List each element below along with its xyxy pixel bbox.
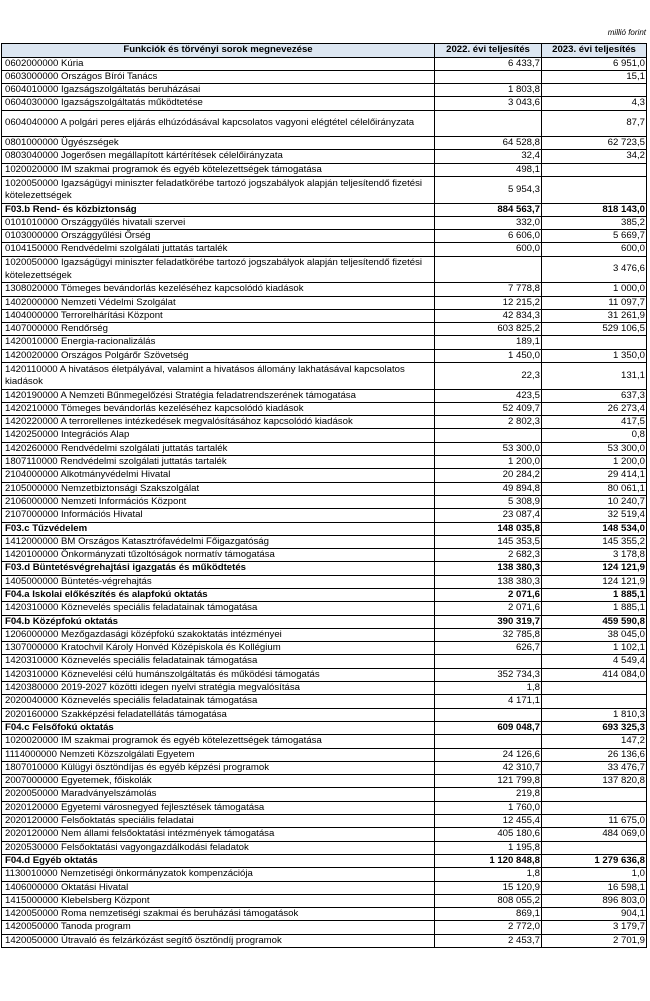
table-row-subtotal xyxy=(2,589,647,602)
table-row xyxy=(2,934,647,947)
table-row xyxy=(2,868,647,881)
row-name-cell: 2106000000 Nemzeti Információs Központ xyxy=(2,495,435,508)
row-name-cell: 1407000000 Rendőrség xyxy=(2,323,435,336)
row-name-cell: 1420010000 Energia-racionalizálás xyxy=(2,336,435,349)
row-name-cell: 1420310000 Köznevelés speciális feladatainak támogatása xyxy=(2,655,435,668)
row-name-cell: 1420110000 A hivatásos életpályával, valamint a hivatásos állomány lakhatásával kapcsolatos kiadások xyxy=(2,363,435,390)
row-name-cell: 1420260000 Rendvédelmi szolgálati juttatás tartalék xyxy=(2,442,435,455)
table-row xyxy=(2,761,647,774)
table-row xyxy=(2,828,647,841)
table-row xyxy=(2,495,647,508)
table-row xyxy=(2,416,647,429)
row-2023-value: 3 178,8 xyxy=(542,549,647,562)
table-row xyxy=(2,469,647,482)
row-2022-value xyxy=(435,735,542,748)
table-row xyxy=(2,602,647,615)
row-2023-value: 147,2 xyxy=(542,735,647,748)
row-2022-value: 2 772,0 xyxy=(435,921,542,934)
table-row xyxy=(2,575,647,588)
column-header-2022: 2022. évi teljesítés xyxy=(435,44,542,58)
row-name-cell: F04.b Középfokú oktatás xyxy=(2,615,435,628)
row-2022-value: 53 300,0 xyxy=(435,442,542,455)
table-row xyxy=(2,163,647,176)
row-2022-value: 6 433,7 xyxy=(435,57,542,70)
row-2023-value xyxy=(542,177,647,204)
row-2023-value: 53 300,0 xyxy=(542,442,647,455)
row-name-cell: F03.d Büntetésvégrehajtási igazgatás és működtetés xyxy=(2,562,435,575)
row-2022-value: 49 894,8 xyxy=(435,482,542,495)
table-row xyxy=(2,815,647,828)
row-name-cell: 1130010000 Nemzetiségi önkormányzatok kompenzációja xyxy=(2,868,435,881)
table-row xyxy=(2,482,647,495)
row-2022-value: 32,4 xyxy=(435,150,542,163)
row-name-cell: 2007000000 Egyetemek, főiskolák xyxy=(2,775,435,788)
table-row xyxy=(2,549,647,562)
row-2022-value: 808 055,2 xyxy=(435,894,542,907)
table-row xyxy=(2,349,647,362)
row-2022-value: 498,1 xyxy=(435,163,542,176)
row-2023-value: 4,3 xyxy=(542,97,647,110)
row-2023-value: 1 885,1 xyxy=(542,589,647,602)
row-2023-value: 32 519,4 xyxy=(542,509,647,522)
row-2022-value: 7 778,8 xyxy=(435,283,542,296)
row-2022-value: 148 035,8 xyxy=(435,522,542,535)
row-2022-value: 138 380,3 xyxy=(435,575,542,588)
table-row xyxy=(2,535,647,548)
row-2023-value: 1,0 xyxy=(542,868,647,881)
row-2023-value: 529 106,5 xyxy=(542,323,647,336)
row-name-cell: 1020050000 Igazságügyi miniszter feladatkörébe tartozó jogszabályok alapján teljesítendő fizetési kötelezettségek xyxy=(2,177,435,204)
row-name-cell: 1420020000 Országos Polgárőr Szövetség xyxy=(2,349,435,362)
row-name-cell: 1020050000 Igazságügyi miniszter feladatkörébe tartozó jogszabályok alapján teljesítendő fizetési kötelezettségek xyxy=(2,256,435,283)
table-row xyxy=(2,921,647,934)
row-2023-value: 0,8 xyxy=(542,429,647,442)
row-2023-value: 417,5 xyxy=(542,416,647,429)
table-row xyxy=(2,216,647,229)
table-row xyxy=(2,908,647,921)
row-2023-value: 896 803,0 xyxy=(542,894,647,907)
row-name-cell: 2020160000 Szakképzési feladatellátás támogatása xyxy=(2,708,435,721)
row-2022-value: 5 308,9 xyxy=(435,495,542,508)
table-row-subtotal xyxy=(2,854,647,867)
table-row-subtotal xyxy=(2,721,647,734)
row-name-cell: F04.c Felsőfokú oktatás xyxy=(2,721,435,734)
row-name-cell: F03.b Rend- és közbiztonság xyxy=(2,203,435,216)
row-2022-value: 1 195,8 xyxy=(435,841,542,854)
row-2023-value: 3 179,7 xyxy=(542,921,647,934)
row-name-cell: 2107000000 Információs Hivatal xyxy=(2,509,435,522)
table-row xyxy=(2,509,647,522)
row-2022-value: 1 200,0 xyxy=(435,456,542,469)
table-row-subtotal xyxy=(2,522,647,535)
table-row xyxy=(2,442,647,455)
row-name-cell: 0603000000 Országos Bírói Tanács xyxy=(2,70,435,83)
row-name-cell: 1307000000 Kratochvil Károly Honvéd Középiskola és Kollégium xyxy=(2,642,435,655)
row-2023-value: 2 701,9 xyxy=(542,934,647,947)
row-2023-value: 1 350,0 xyxy=(542,349,647,362)
row-2023-value: 11 097,7 xyxy=(542,296,647,309)
row-2023-value: 1 200,0 xyxy=(542,456,647,469)
table-row xyxy=(2,323,647,336)
row-2022-value: 405 180,6 xyxy=(435,828,542,841)
row-2023-value: 414 084,0 xyxy=(542,668,647,681)
row-name-cell: 0801000000 Ügyészségek xyxy=(2,137,435,150)
row-name-cell: 2020050000 Maradványelszámolás xyxy=(2,788,435,801)
row-2023-value: 148 534,0 xyxy=(542,522,647,535)
table-row xyxy=(2,429,647,442)
row-name-cell: 1406000000 Oktatási Hivatal xyxy=(2,881,435,894)
row-name-cell: 1114000000 Nemzeti Közszolgálati Egyetem xyxy=(2,748,435,761)
row-name-cell: 1420380000 2019-2027 közötti idegen nyelvi stratégia megvalósítása xyxy=(2,682,435,695)
row-2023-value: 1 885,1 xyxy=(542,602,647,615)
row-name-cell: 1206000000 Mezőgazdasági középfokú szakoktatás intézményei xyxy=(2,628,435,641)
row-2022-value: 1 450,0 xyxy=(435,349,542,362)
row-name-cell: 1412000000 BM Országos Katasztrófavédelmi Főigazgatóság xyxy=(2,535,435,548)
row-2023-value: 1 810,3 xyxy=(542,708,647,721)
row-name-cell: 2020120000 Nem állami felsőoktatási intézmények támogatása xyxy=(2,828,435,841)
row-name-cell: 1420310000 Köznevelési célú humánszolgáltatás és működési támogatás xyxy=(2,668,435,681)
row-2022-value: 869,1 xyxy=(435,908,542,921)
row-2023-value: 33 476,7 xyxy=(542,761,647,774)
table-row xyxy=(2,801,647,814)
row-2023-value: 637,3 xyxy=(542,389,647,402)
row-2022-value xyxy=(435,429,542,442)
row-name-cell: 0604040000 A polgári peres eljárás elhúzódásával kapcsolatos vagyoni elégtétel célelőirányzata xyxy=(2,110,435,137)
table-row xyxy=(2,363,647,390)
row-2023-value: 904,1 xyxy=(542,908,647,921)
table-row xyxy=(2,775,647,788)
table-row xyxy=(2,881,647,894)
row-name-cell: 2020120000 Egyetemi városnegyed fejlesztések támogatása xyxy=(2,801,435,814)
table-row-subtotal xyxy=(2,615,647,628)
table-row-subtotal xyxy=(2,562,647,575)
row-2022-value: 121 799,8 xyxy=(435,775,542,788)
row-name-cell: 1420050000 Roma nemzetiségi szakmai és beruházási támogatások xyxy=(2,908,435,921)
table-header-row xyxy=(2,44,647,58)
row-2023-value: 62 723,5 xyxy=(542,137,647,150)
row-name-cell: 2020530000 Felsőoktatási vagyongazdálkodási feladatok xyxy=(2,841,435,854)
row-name-cell: 2020120000 Felsőoktatás speciális feladatai xyxy=(2,815,435,828)
table-row xyxy=(2,243,647,256)
table-row-subtotal xyxy=(2,203,647,216)
row-name-cell: 0803040000 Jogerősen megállapított kártérítések célelőirányzata xyxy=(2,150,435,163)
row-2022-value: 423,5 xyxy=(435,389,542,402)
table-row xyxy=(2,695,647,708)
row-2023-value: 26 273,4 xyxy=(542,402,647,415)
row-2022-value: 5 954,3 xyxy=(435,177,542,204)
row-name-cell: F03.c Tűzvédelem xyxy=(2,522,435,535)
table-row xyxy=(2,336,647,349)
row-2023-value xyxy=(542,788,647,801)
row-2023-value: 1 102,1 xyxy=(542,642,647,655)
table-row xyxy=(2,748,647,761)
table-row xyxy=(2,177,647,204)
column-header-2023: 2023. évi teljesítés xyxy=(542,44,647,58)
row-2023-value: 385,2 xyxy=(542,216,647,229)
table-row xyxy=(2,668,647,681)
row-2022-value: 603 825,2 xyxy=(435,323,542,336)
row-2022-value xyxy=(435,655,542,668)
row-name-cell: 1402000000 Nemzeti Védelmi Szolgálat xyxy=(2,296,435,309)
row-2023-value: 124 121,9 xyxy=(542,575,647,588)
row-name-cell: 1807110000 Rendvédelmi szolgálati juttatás tartalék xyxy=(2,456,435,469)
row-2023-value: 6 951,0 xyxy=(542,57,647,70)
row-2023-value: 3 476,6 xyxy=(542,256,647,283)
row-name-cell: 0104150000 Rendvédelmi szolgálati juttatás tartalék xyxy=(2,243,435,256)
row-2022-value: 2 071,6 xyxy=(435,589,542,602)
row-name-cell: 1420310000 Köznevelés speciális feladatainak támogatása xyxy=(2,602,435,615)
row-name-cell: 0604030000 Igazságszolgáltatás működtetése xyxy=(2,97,435,110)
row-2022-value xyxy=(435,110,542,137)
row-2023-value: 38 045,0 xyxy=(542,628,647,641)
row-2022-value: 42 310,7 xyxy=(435,761,542,774)
row-2022-value: 626,7 xyxy=(435,642,542,655)
row-2023-value: 131,1 xyxy=(542,363,647,390)
row-2022-value xyxy=(435,70,542,83)
row-2022-value: 24 126,6 xyxy=(435,748,542,761)
row-2023-value: 5 669,7 xyxy=(542,230,647,243)
row-2023-value: 80 061,1 xyxy=(542,482,647,495)
row-2022-value: 15 120,9 xyxy=(435,881,542,894)
row-name-cell: 1420220000 A terrorellenes intézkedések megvalósításához kapcsolódó kiadások xyxy=(2,416,435,429)
unit-label: millió forint xyxy=(607,28,646,37)
row-2023-value: 693 325,3 xyxy=(542,721,647,734)
table-row xyxy=(2,456,647,469)
row-name-cell: 2105000000 Nemzetbiztonsági Szakszolgálat xyxy=(2,482,435,495)
row-2023-value xyxy=(542,682,647,695)
row-2022-value xyxy=(435,256,542,283)
row-2023-value: 11 675,0 xyxy=(542,815,647,828)
row-name-cell: 0602000000 Kúria xyxy=(2,57,435,70)
table-row xyxy=(2,296,647,309)
table-row xyxy=(2,735,647,748)
row-2023-value: 484 069,0 xyxy=(542,828,647,841)
table-row xyxy=(2,283,647,296)
row-2022-value: 1,8 xyxy=(435,868,542,881)
row-2023-value: 600,0 xyxy=(542,243,647,256)
row-2022-value: 22,3 xyxy=(435,363,542,390)
row-name-cell: 1405000000 Büntetés-végrehajtás xyxy=(2,575,435,588)
row-2022-value: 2 802,3 xyxy=(435,416,542,429)
row-name-cell: 0101010000 Országgyűlés hivatali szervei xyxy=(2,216,435,229)
table-row xyxy=(2,642,647,655)
row-2022-value: 12 215,2 xyxy=(435,296,542,309)
table-row xyxy=(2,841,647,854)
row-name-cell: 1420100000 Önkormányzati tűzoltóságok normatív támogatása xyxy=(2,549,435,562)
row-2022-value: 138 380,3 xyxy=(435,562,542,575)
table-body xyxy=(2,57,647,948)
row-2023-value: 15,1 xyxy=(542,70,647,83)
table-row xyxy=(2,309,647,322)
row-name-cell: 1308020000 Tömeges bevándorlás kezeléséhez kapcsolódó kiadások xyxy=(2,283,435,296)
table-row xyxy=(2,70,647,83)
table-row xyxy=(2,84,647,97)
table-row xyxy=(2,389,647,402)
row-2023-value: 459 590,8 xyxy=(542,615,647,628)
budget-table xyxy=(1,43,647,948)
table-row xyxy=(2,402,647,415)
row-2022-value: 4 171,1 xyxy=(435,695,542,708)
row-2022-value: 352 734,3 xyxy=(435,668,542,681)
column-header-name: Funkciók és törvényi sorok megnevezése xyxy=(2,44,435,58)
row-2023-value: 31 261,9 xyxy=(542,309,647,322)
row-2022-value: 390 319,7 xyxy=(435,615,542,628)
row-2023-value: 137 820,8 xyxy=(542,775,647,788)
row-2023-value: 145 355,2 xyxy=(542,535,647,548)
row-2022-value xyxy=(435,708,542,721)
row-2022-value: 3 043,6 xyxy=(435,97,542,110)
row-2022-value: 1 120 848,8 xyxy=(435,854,542,867)
row-name-cell: 1404000000 Terrorelhárítási Központ xyxy=(2,309,435,322)
row-name-cell: 0103000000 Országgyűlési Őrség xyxy=(2,230,435,243)
row-2023-value xyxy=(542,163,647,176)
row-2023-value: 818 143,0 xyxy=(542,203,647,216)
row-2022-value: 600,0 xyxy=(435,243,542,256)
row-2023-value xyxy=(542,84,647,97)
table-row xyxy=(2,682,647,695)
row-2023-value: 16 598,1 xyxy=(542,881,647,894)
row-2023-value: 124 121,9 xyxy=(542,562,647,575)
table-row xyxy=(2,894,647,907)
row-2023-value: 26 136,6 xyxy=(542,748,647,761)
row-2023-value: 29 414,1 xyxy=(542,469,647,482)
row-2023-value xyxy=(542,336,647,349)
row-2022-value: 2 071,6 xyxy=(435,602,542,615)
row-2022-value: 52 409,7 xyxy=(435,402,542,415)
row-2022-value: 23 087,4 xyxy=(435,509,542,522)
row-2022-value: 2 453,7 xyxy=(435,934,542,947)
row-2022-value: 2 682,3 xyxy=(435,549,542,562)
table-row xyxy=(2,256,647,283)
row-2022-value: 12 455,4 xyxy=(435,815,542,828)
row-2023-value: 10 240,7 xyxy=(542,495,647,508)
row-2022-value: 219,8 xyxy=(435,788,542,801)
row-2023-value: 34,2 xyxy=(542,150,647,163)
row-2022-value: 42 834,3 xyxy=(435,309,542,322)
table-row xyxy=(2,230,647,243)
row-name-cell: 1420050000 Útravaló és felzárkózást segítő ösztöndíj programok xyxy=(2,934,435,947)
table-row xyxy=(2,788,647,801)
row-name-cell: F04.d Egyéb oktatás xyxy=(2,854,435,867)
table-row xyxy=(2,97,647,110)
row-2023-value xyxy=(542,841,647,854)
row-2023-value: 4 549,4 xyxy=(542,655,647,668)
row-2022-value: 1 760,0 xyxy=(435,801,542,814)
row-2022-value: 609 048,7 xyxy=(435,721,542,734)
table-row xyxy=(2,628,647,641)
table-row xyxy=(2,655,647,668)
row-name-cell: 1420210000 Tömeges bevándorlás kezeléséhez kapcsolódó kiadások xyxy=(2,402,435,415)
row-2022-value: 64 528,8 xyxy=(435,137,542,150)
row-2022-value: 6 606,0 xyxy=(435,230,542,243)
row-2023-value: 1 279 636,8 xyxy=(542,854,647,867)
row-2023-value: 87,7 xyxy=(542,110,647,137)
row-2022-value: 1 803,8 xyxy=(435,84,542,97)
row-2023-value xyxy=(542,801,647,814)
row-2022-value: 1,8 xyxy=(435,682,542,695)
row-name-cell: 1420250000 Integrációs Alap xyxy=(2,429,435,442)
table-row xyxy=(2,150,647,163)
table-row xyxy=(2,110,647,137)
row-name-cell: 1415000000 Klebelsberg Központ xyxy=(2,894,435,907)
row-name-cell: 1020020000 IM szakmai programok és egyéb kötelezettségek támogatása xyxy=(2,735,435,748)
table-row xyxy=(2,137,647,150)
row-name-cell: 0604010000 Igazságszolgáltatás beruházásai xyxy=(2,84,435,97)
row-name-cell: 1020020000 IM szakmai programok és egyéb kötelezettségek támogatása xyxy=(2,163,435,176)
row-name-cell: F04.a Iskolai előkészítés és alapfokú oktatás xyxy=(2,589,435,602)
row-2022-value: 189,1 xyxy=(435,336,542,349)
row-name-cell: 1420050000 Tanoda program xyxy=(2,921,435,934)
row-name-cell: 1420190000 A Nemzeti Bűnmegelőzési Stratégia feladatrendszerének támogatása xyxy=(2,389,435,402)
row-2022-value: 20 284,2 xyxy=(435,469,542,482)
row-name-cell: 2104000000 Alkotmányvédelmi Hivatal xyxy=(2,469,435,482)
row-2022-value: 884 563,7 xyxy=(435,203,542,216)
row-name-cell: 1807010000 Külügyi ösztöndíjas és egyéb képzési programok xyxy=(2,761,435,774)
row-2023-value: 1 000,0 xyxy=(542,283,647,296)
row-2022-value: 332,0 xyxy=(435,216,542,229)
row-2022-value: 145 353,5 xyxy=(435,535,542,548)
row-name-cell: 2020040000 Köznevelés speciális feladatainak támogatása xyxy=(2,695,435,708)
row-2022-value: 32 785,8 xyxy=(435,628,542,641)
row-2023-value xyxy=(542,695,647,708)
table-row xyxy=(2,708,647,721)
table-row xyxy=(2,57,647,70)
